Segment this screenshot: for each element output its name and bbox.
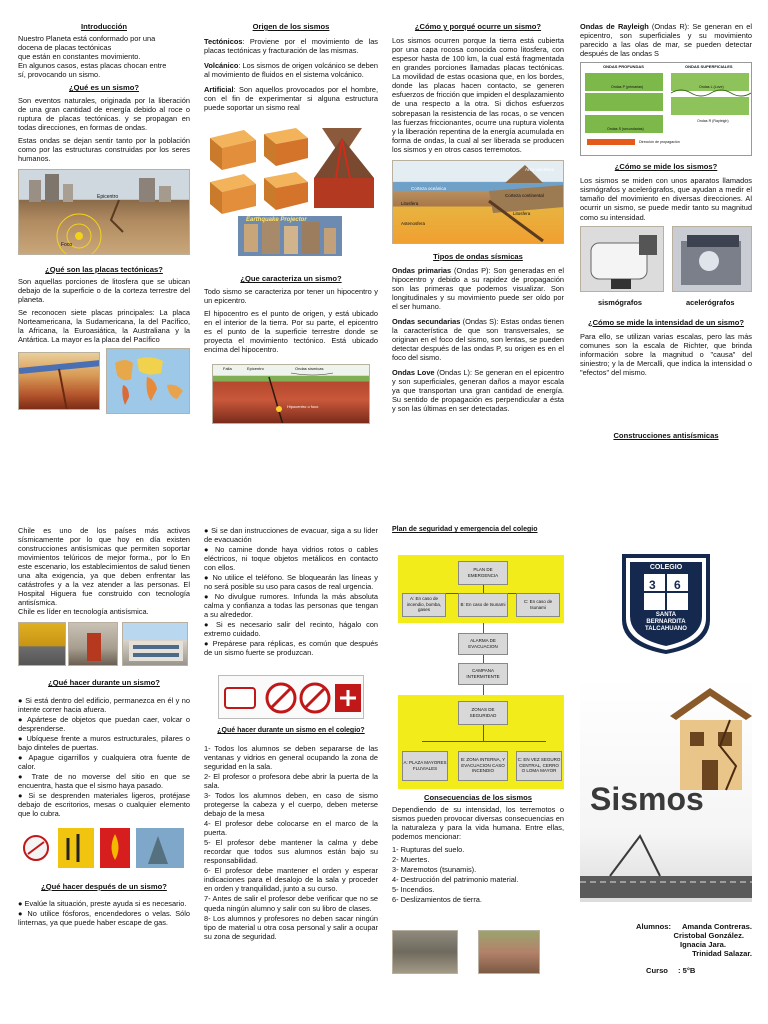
rayleigh-text: (Ondas R): Se generan en el epicentro, son superficiales y su movimiento parecido a las olas de mar, se pueden detectar después de las ondas S: [580, 22, 752, 59]
intensidad-text: Para ello, se utilizan varias escalas, pero las más comunes son la escala de Richter, que brinda información sobre la magnitud o "causa" del siniestro; y la de Mercalli, que indica la intensidad o "efectos" del mismo.: [580, 331, 752, 377]
corteza-continental-label: Corteza continental: [505, 192, 544, 198]
school-name-line: BERNARDITA: [646, 619, 686, 625]
list-item: ● Evalúe la situación, preste ayuda si es necesario.: [18, 899, 187, 909]
caracteriza-text-2: El hipocentro es el punto de origen, y está ubicado en el interior de la tierra. Por su parte, el epicentro es el punto de la superficie terrestre donde se proyecta el movimiento tectónico. Está ubicado encima del hipocentro.: [204, 308, 378, 354]
consecuencias-title: Consecuencias de los sismos: [423, 792, 533, 802]
caracteriza-text: Todo sismo se caracteriza por tener un hipocentro y un epicentro.: [204, 286, 378, 305]
flow-connector: [483, 623, 484, 633]
panel-como: [392, 22, 564, 417]
world-plates-map-image: [106, 348, 190, 414]
isolator-image: [18, 622, 66, 666]
intro-text: [18, 34, 190, 79]
foco-label: Foco: [61, 241, 73, 248]
despues-list: [18, 899, 190, 927]
epicentro-diagram-label: Epicentro: [247, 365, 264, 371]
flow-alarma-node: ALARMA DE EVACUACION: [458, 633, 508, 655]
list-item: 4- El profesor debe colocarse en el marco de la puerta.: [204, 819, 378, 838]
list-item: 1- Todos los alumnos se deben separarse de las ventanas y vidrios en general ocupando la zona de seguridad en la sala.: [204, 743, 378, 772]
list-item: 2- El profesor o profesora debe abrir la puerta de la sala.: [204, 772, 378, 791]
durante-title: ¿Qué hacer durante un sismo?: [48, 678, 160, 688]
school-name-line: SANTA: [655, 612, 677, 618]
ondas-superficiales-label: ONDAS SUPERFICIALES: [685, 64, 733, 70]
safety-icons-row: [18, 824, 190, 872]
list-item: 7- Antes de salir el profesor debe verificar que no se queda ningún alumno y salir con su libro de clases.: [204, 894, 378, 913]
ondas-p-label: Ondas P (primarias): [611, 85, 644, 90]
colegio-list: [204, 744, 378, 941]
caracteriza-title: ¿Que caracteriza un sismo?: [240, 274, 342, 284]
list-item: ● Si está dentro del edificio, permanezca en él y no intente correr hacia afuera.: [18, 695, 190, 714]
list-item: ● Si se desprenden materiales ligeros, protéjase debajo de escritorios, mesas o cualquier elemento que lo cubra.: [18, 790, 190, 818]
list-item: ● No camine donde haya vidrios rotos o cables eléctricos, ni toque objetos metálicos en contacto con ellos.: [204, 545, 378, 573]
flow-za-node: A: PLAZA MAYORES FLUVIALES: [402, 751, 448, 781]
intro-line: que están en constantes movimiento.: [18, 52, 141, 62]
curso-label: Curso: [646, 966, 668, 975]
volcanico-label: Volcánico: [204, 61, 239, 71]
flow-c-node: C: En caso de tsunami: [516, 593, 560, 617]
rayleigh-label: Ondas de Rayleigh: [580, 22, 649, 31]
epicenter-diagram-image: [18, 169, 190, 255]
secundarias-paragraph: [392, 317, 564, 362]
shield-number-left: 3: [649, 578, 656, 592]
list-item: 6- Deslizamientos de tierra.: [392, 895, 482, 905]
construcciones-title: Construcciones antisísmicas: [613, 430, 719, 440]
list-item: 1- Rupturas del suelo.: [392, 844, 465, 854]
list-item: ● Si se dan instrucciones de evacuar, siga a su líder de evacuación: [204, 526, 378, 545]
intro-line: docena de placas tectónicas: [18, 43, 112, 53]
student-name: Trinidad Salazar.: [692, 949, 752, 958]
chile-text-2: Chile es líder en tecnología antisísmica.: [18, 607, 149, 617]
flow-connector: [483, 585, 484, 593]
como-title: ¿Cómo y porqué ocurre un sismo?: [414, 22, 542, 31]
mide-text: Los sismos se miden con unos aparatos llamados sismógrafos y acelerógrafos, que ayudan a medir el tamaño del movimiento en diversas direcciones. Al ocurrir un sismo, se puede medir tanto su magnitud como su intensidad.: [580, 176, 752, 222]
origin-images: [204, 118, 378, 256]
colegio-label: COLEGIO: [649, 564, 683, 571]
flow-connector: [483, 655, 484, 663]
cover-title: Sismos: [590, 781, 704, 817]
hipocentro-label: Hipocentro o foco: [287, 403, 319, 409]
love-label: Ondas Love: [392, 368, 435, 378]
ondas-r-label: Ondas R (Rayleigh): [697, 119, 729, 124]
acelerografos-caption: acelerógrafos: [686, 297, 735, 307]
flow-a-node: A: En caso de incendio, bomba, gases: [402, 593, 446, 617]
plan-title: Plan de seguridad y emergencia del colegio: [392, 526, 538, 533]
como-text: Los sismos ocurren porque la tierra está cubierta por una capa rocosa conocida como litosfera, con espesor hasta de 100 km, la cual está fragmentada en grandes porciones llamadas placas tectónicas. La movilidad de estas ocasiona que, en los bordes, donde las placas hacen contacto, se generen esfuerzos de fricción que impiden el desplazamiento de una respecto a la otra. Si dichos esfuerzos sobrepasan la resistencia de las rocas, o se vencen las fuerzas friccionantes, ocurre una ruptura violenta y la liberación repentina de la energía acumulada en forma de ondas, la cual al ser liberada se producen los sismos y en otros casos terremotos.: [392, 36, 564, 154]
hospital-image: [122, 622, 188, 666]
list-item: ● Apague cigarrillos y cualquiera otra fuente de calor.: [18, 752, 190, 771]
primarias-text: (Ondas P): Son generadas en el hipocentro y debido a su rapidez de propagación son las primeras que podemos visualizar. Son longitudinales y su movimiento puede ser oído por el ser humano.: [392, 265, 565, 312]
flow-zb-node: B: ZONA INTERNA, Y EVACUACION CASO INCENDIO: [458, 751, 508, 781]
placas-text: Son aquellas porciones de litosfera que se ubican debajo de la superficie o de la corteza terrestre del planeta.: [18, 277, 190, 305]
que-es-text-2: Estas ondas se dejan sentir tanto por la población como por las estructuras construidas por los seres humanos.: [18, 135, 190, 163]
damage-images: [392, 930, 564, 974]
list-item: 4- Destrucción del patrimonio material.: [392, 875, 519, 884]
list-item: ● Trate de no moverse del sitio en que se encuentra, hasta que el sismo haya pasado.: [18, 771, 190, 790]
instrument-captions: [580, 298, 752, 310]
panel-plan: [392, 526, 564, 974]
list-item: 5- El profesor debe mantener la calma y debe recordar que todos sus alumnos están bajo su responsabilidad.: [204, 838, 378, 866]
que-es-text: Son eventos naturales, originada por la liberación de una gran cantidad de energía debido al roce o ruptura de placas tectónicas. y se propagan en todas direcciones, en formas de ondas.: [18, 95, 190, 132]
rayleigh-paragraph: [580, 22, 752, 58]
tectonicos-paragraph: [204, 37, 378, 55]
list-item: ● Si es necesario salir del recinto, hágalo con extremo cuidado.: [204, 620, 378, 639]
hypocenter-diagram-image: [212, 364, 370, 424]
tectonicos-text: : Proviene por el movimiento de las placas tectónicas y fracturación de las mismas.: [204, 37, 378, 56]
love-text: (Ondas L): Se generan en el epicentro y son superficiales, generan daños a mayor escala ya que transportan una gran cantidad de energía. Su sentido de propagación es perpendicular a ésta y son las últimas en ser detectadas.: [392, 368, 564, 414]
flow-connector: [483, 685, 484, 695]
falla-label: Falla: [223, 365, 232, 371]
no-elevator-icon: [219, 676, 365, 720]
artificial-label: Artificial: [204, 85, 234, 95]
emergency-signs-image: [218, 675, 364, 719]
secundarias-text: (Ondas S): Estas ondas tienen la característica de que son transversales, se originan en el foco del sismo, son lentas, se pueden detectar después de las ondas P, su origen es en el foco del sismo.: [392, 317, 564, 363]
alumnos-label: Alumnos:: [636, 922, 672, 931]
arco-volcanico-label: Arco volcánico: [525, 166, 555, 172]
epicentro-label: Epicentro: [97, 193, 119, 200]
building-images: [18, 622, 190, 666]
panel-origen: [204, 22, 378, 424]
panel-chile: [18, 526, 190, 928]
panel-cover: [580, 526, 752, 978]
list-item: ● Apártese de objetos que puedan caer, volcar o desprenderse.: [18, 714, 190, 733]
litosfera-right-label: Litosfera: [513, 210, 531, 216]
student-name: Amanda Contreras.: [681, 922, 752, 931]
intro-title: Introducción: [81, 22, 127, 31]
list-item: 3- Todos los alumnos deben, en caso de sismo protegerse la cabeza y el cuerpo, deben meterse debajo de la mesa: [204, 791, 378, 819]
curso-value: : 5°B: [678, 966, 696, 975]
chile-text: Chile es uno de los países más activos sísmicamente por lo que hoy en día existen construcciones antisísmicas que permiten soportar movimientos telúricos de mejor forma., por lo En este escenario, los establecimientos de salud tienen una alta exigencia, ya que deben enfrentar las catástrofes y a la vez atender a las personas. El Hospital Higuera fue construido con tecnología antisísmica.: [18, 526, 190, 608]
list-item: ● No divulgue rumores. Infunda la más absoluta calma y confianza a todas las personas que tengan a su alrededor.: [204, 592, 378, 620]
list-item: 8- Los alumnos y profesores no deben sacar ningún tipo de material u otra cosa personal y salir a ocupar su zona de seguridad.: [204, 913, 378, 941]
corteza-oceanica-label: Corteza oceánica: [411, 185, 447, 191]
sismografo-image: [580, 226, 664, 292]
safety-pictograms-icon: [18, 824, 190, 872]
direccion-label: Dirección de propagación: [639, 140, 680, 145]
list-item: ● Prepárese para réplicas, es común que después de un sismo fuerte se produzcan.: [204, 639, 378, 658]
colegio-title: ¿Qué hacer durante un sismo en el colegio?: [217, 727, 365, 735]
cover-image: [580, 676, 752, 902]
emergency-flowchart: [392, 541, 564, 791]
artificial-text: : Son aquellos provocados por el hombre, con el fin de experimentar si alguna estructura puede soportar un sismo real: [204, 85, 378, 113]
instruments-images: [580, 226, 752, 294]
placas-title: ¿Qué son las placas tectónicas?: [45, 264, 163, 274]
intro-line: Nuestro Planeta está conformado por una: [18, 34, 156, 44]
tectonicos-label: Tectónicos: [204, 37, 243, 47]
student-name: Ignacia Jara.: [679, 940, 726, 949]
school-name-line: TALCAHUANO: [645, 626, 687, 632]
earthquake-projector-label: Earthquake Projector: [246, 217, 307, 224]
damper-image: [68, 622, 118, 666]
list-item: ● Ubíquese frente a muros estructurales, pilares o bajo dinteles de puertas.: [18, 733, 190, 752]
list-item: ● No utilice el teléfono. Se bloquearán las líneas y no será posible su uso para casos de real urgencia.: [204, 573, 378, 592]
intro-line: sí, provocando un sismo.: [18, 70, 101, 80]
student-name: Cristobal González.: [673, 931, 744, 940]
tipos-title: Tipos de ondas sísmicas: [433, 251, 523, 261]
shield-number-right: 6: [674, 578, 681, 592]
flow-connector: [422, 741, 546, 742]
litosfera-label: Litosfera: [401, 200, 419, 206]
acelerografo-image: [672, 226, 752, 292]
list-item: 3- Maremotos (tsunamis).: [392, 864, 477, 874]
despues-title: ¿Qué hacer después de un sismo?: [41, 881, 167, 891]
flow-zc-node: C: EN VEZ SEGURO CENTRAL, CERRO O LOMA MAYOR: [516, 751, 562, 781]
plates-images: [18, 348, 190, 414]
durante-list: [18, 696, 190, 818]
primarias-paragraph: [392, 266, 564, 311]
list-item: 2- Muertes.: [392, 854, 430, 864]
list-item: 5- Incendios.: [392, 885, 435, 895]
ondas-label: Ondas sísmicas: [295, 365, 324, 371]
love-paragraph: [392, 368, 564, 413]
landslide-image: [392, 930, 458, 974]
placas-text-2: Se reconocen siete placas principales: La placa Norteamericana, la Sudamericana, la del Pacífico, la Africana, la Euroasiática, la Australiana y la Antártica. La mayor es la placa del Pacífico: [18, 308, 190, 345]
volcanico-paragraph: [204, 61, 378, 79]
consecuencias-text: Dependiendo de su intensidad, los terremotos o sismos pueden provocar diversas consecuencias en la naturaleza y para la vida humana. Entre ellas, podemos mencionar:: [392, 804, 564, 841]
school-shield: [616, 550, 716, 656]
fault-blocks-icon: [204, 118, 378, 256]
secundarias-label: Ondas secundarias: [392, 317, 461, 327]
flow-b-node: B: En caso de tsunami: [458, 593, 508, 617]
mide-title: ¿Cómo se mide los sismos?: [614, 162, 718, 172]
flow-campana-node: CAMPANA INTERMITENTE: [458, 663, 508, 685]
ondas-s-label: Ondas S (secundarias): [607, 127, 644, 132]
plate-boundary-image: [18, 352, 100, 410]
que-es-title: ¿Qué es un sismo?: [68, 83, 140, 93]
artificial-paragraph: [204, 85, 378, 112]
ondas-l-label: Ondas L (Love): [699, 85, 724, 90]
wave-types-diagram-image: [580, 62, 752, 156]
flow-connector: [483, 725, 484, 741]
evacuacion-list: [204, 526, 378, 657]
ondas-profundas-label: ONDAS PROFUNDAS: [603, 64, 644, 70]
astenosfera-label: Astenosfera: [401, 220, 426, 226]
flow-zonas-node: ZONAS DE SEGURIDAD: [458, 701, 508, 725]
subduction-diagram-image: [392, 160, 564, 244]
intro-line: En algunos casos, estas placas chocan entre: [18, 61, 167, 71]
origen-title: Origen de los sismos: [252, 22, 330, 31]
flow-plan-node: PLAN DE EMERGENCIA: [458, 561, 508, 585]
students-block: [580, 922, 752, 978]
panel-evacuacion: [204, 526, 378, 942]
intensidad-title: ¿Cómo se mide la intensidad de un sismo?: [587, 317, 745, 327]
primarias-label: Ondas primarias: [392, 265, 452, 275]
collapsed-house-image: [478, 930, 540, 974]
consecuencias-list: [392, 845, 564, 904]
list-item: 6- El profesor debe mantener el orden y esperar indicaciones para el desalojo de la sala y proceder en orden y tranquilidad, junto a su curso.: [204, 866, 378, 894]
volcanico-text: : Los sismos de origen volcánico se deben al movimiento de fluidos en el sistema volcánico.: [204, 61, 378, 80]
list-item: ● No utilice fósforos, encendedores o velas. Sólo linternas, ya que puede haber escape de gas.: [18, 909, 190, 928]
panel-intro: [18, 22, 190, 409]
panel-rayleigh: [580, 22, 752, 443]
sismografos-caption: sismógrafos: [598, 297, 642, 307]
city-quake-icon: [19, 170, 189, 255]
